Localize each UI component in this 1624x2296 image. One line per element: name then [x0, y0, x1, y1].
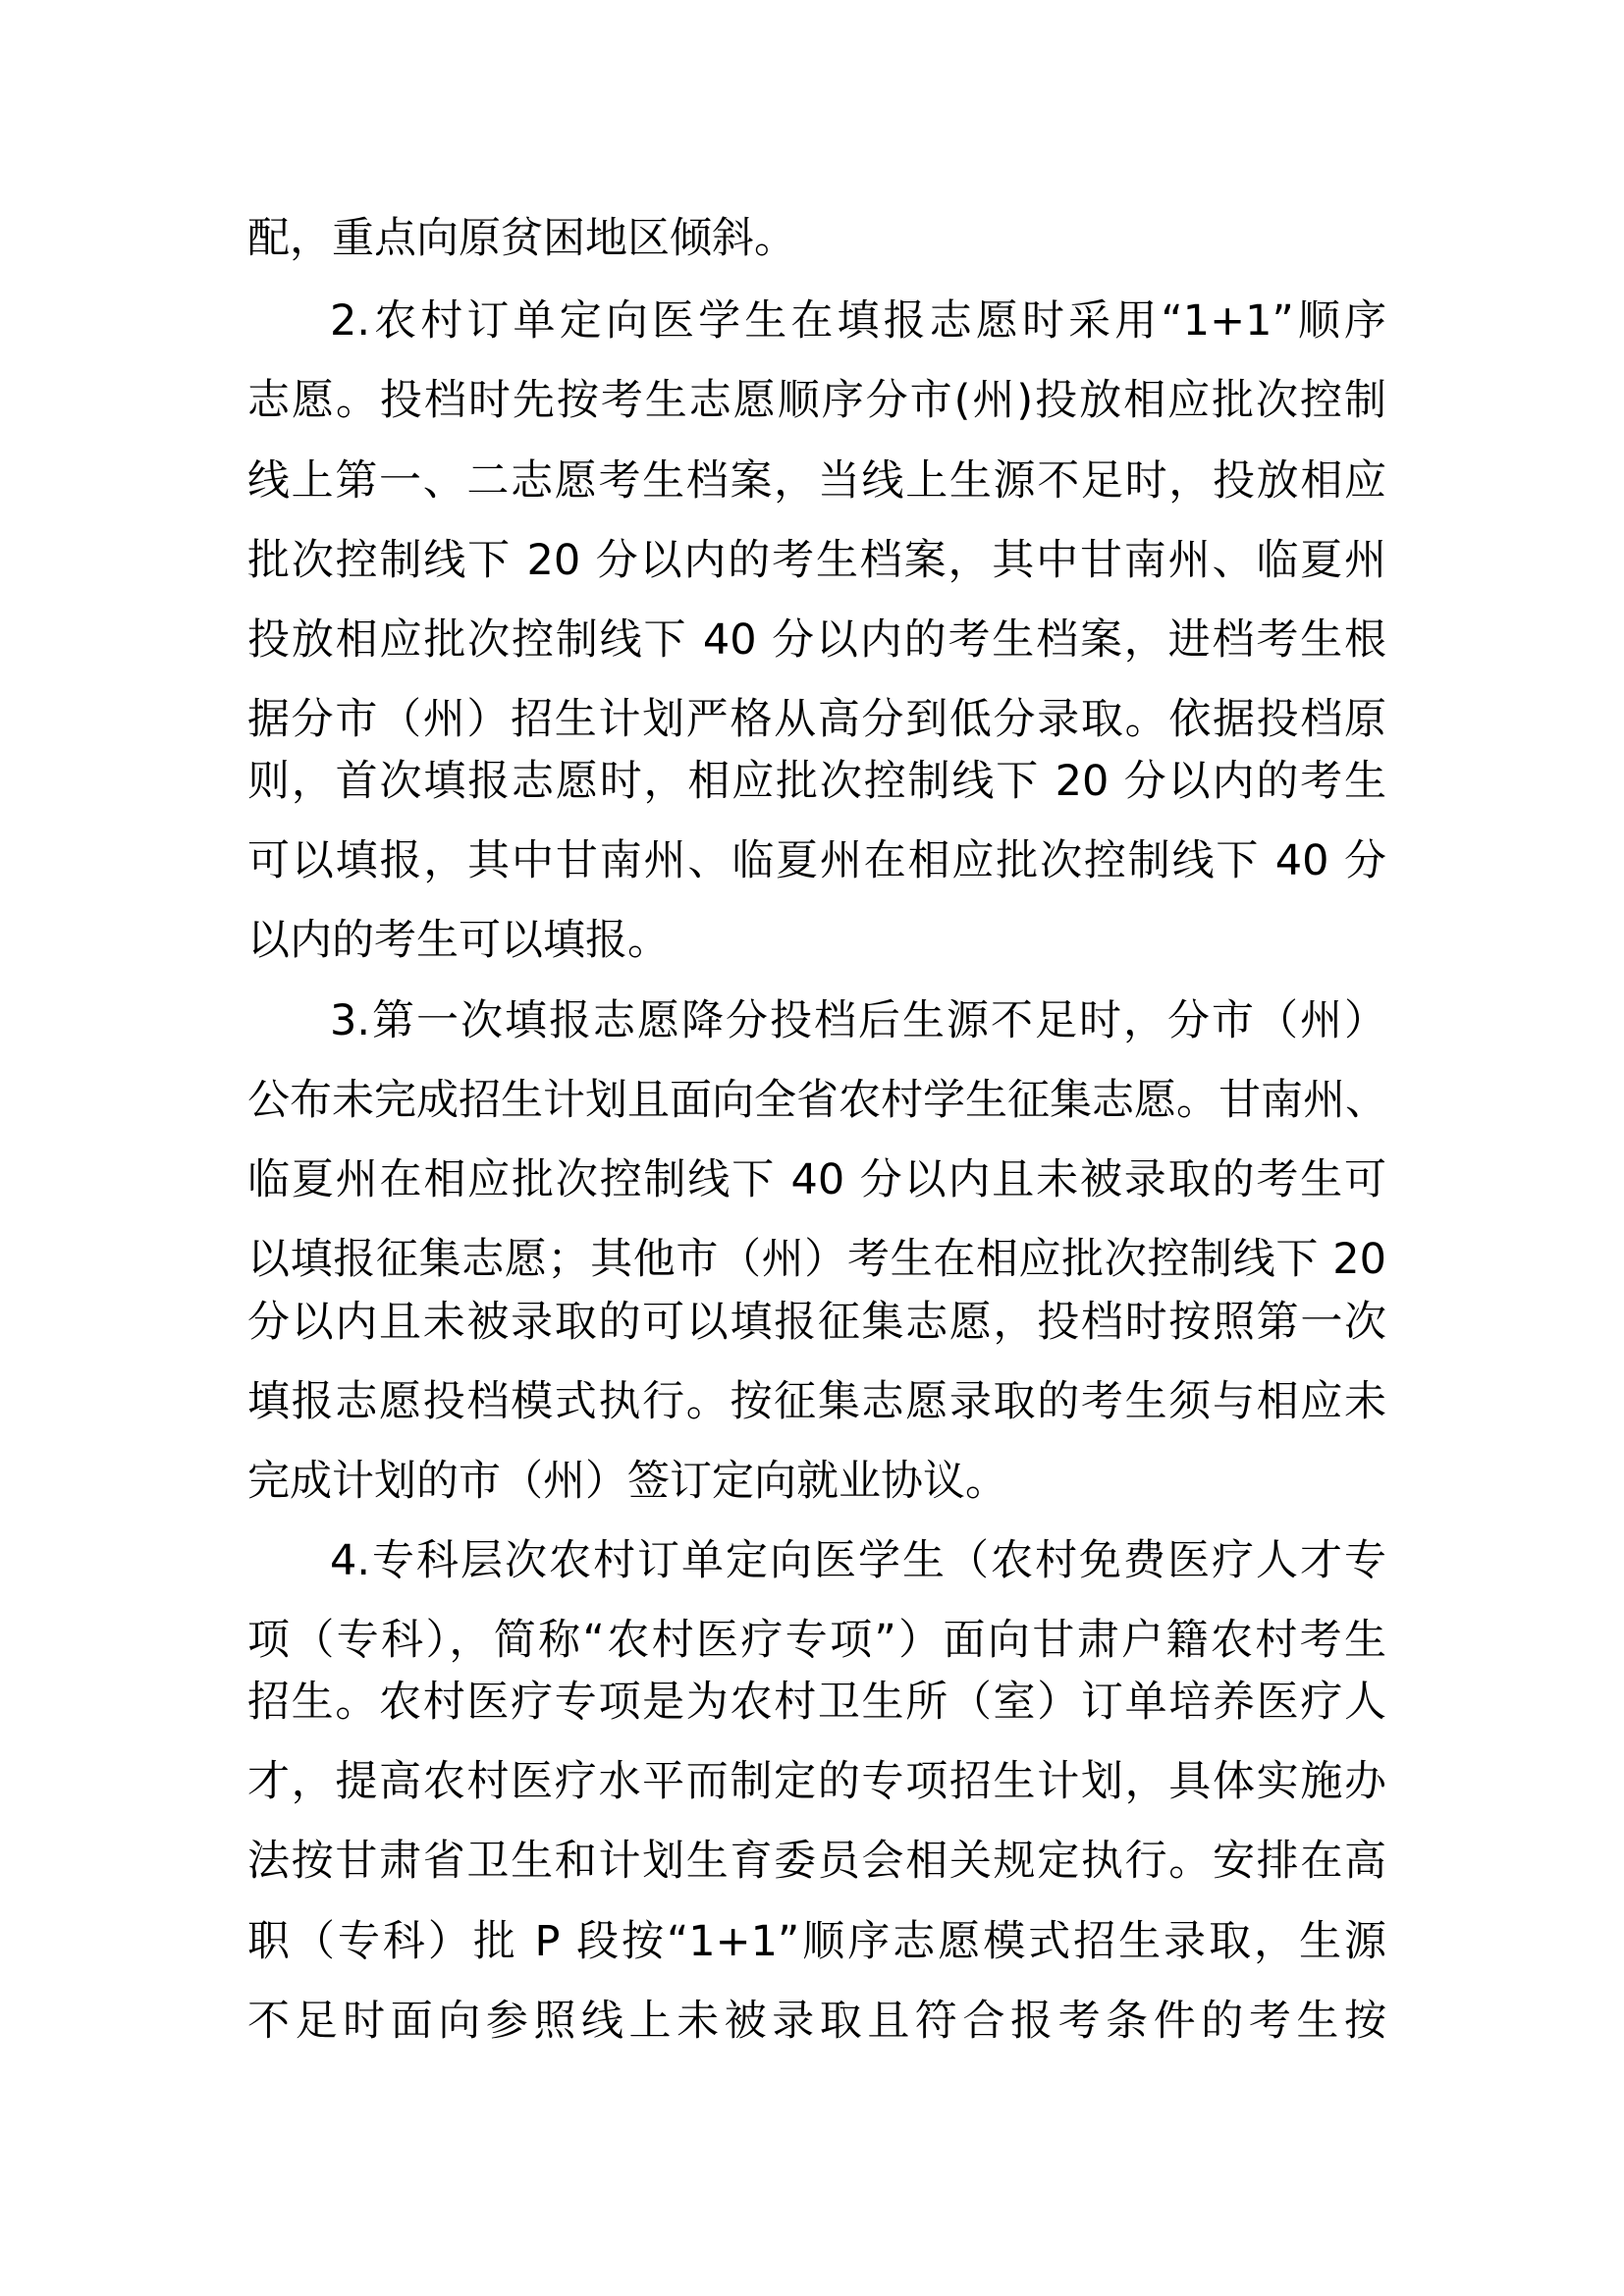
text-line: 项（专科），简称“农村医疗专项”）面向甘肃户籍农村考生 [247, 1616, 1386, 1665]
paragraph-2-start: 2.农村订单定向医学生在填报志愿时采用“1+1”顺序 [330, 296, 1386, 346]
text-line: 投放相应批次控制线下 40 分以内的考生档案，进档考生根 [247, 615, 1386, 665]
text-line: 公布未完成招生计划且面向全省农村学生征集志愿。甘南州、 [247, 1076, 1387, 1125]
text-line: 不足时面向参照线上未被录取且符合报考条件的考生按 [247, 1997, 1386, 2046]
text-line: 配，重点向原贫困地区倾斜。 [247, 214, 796, 263]
text-line: 才，提高农村医疗水平而制定的专项招生计划，具体实施办 [247, 1757, 1386, 1806]
text-line: 可以填报，其中甘南州、临夏州在相应批次控制线下 40 分 [247, 836, 1386, 885]
text-line: 填报志愿投档模式执行。按征集志愿录取的考生须与相应未 [247, 1377, 1386, 1426]
text-line: 批次控制线下 20 分以内的考生档案，其中甘南州、临夏州 [247, 536, 1386, 585]
text-line: 分以内且未被录取的可以填报征集志愿，投档时按照第一次 [247, 1298, 1386, 1347]
text-line: 以内的考生可以填报。 [247, 916, 670, 965]
text-line: 线上第一、二志愿考生档案，当线上生源不足时，投放相应 [247, 456, 1386, 506]
paragraph-3-start: 3.第一次填报志愿降分投档后生源不足时，分市（州） [330, 996, 1386, 1045]
text-line: 招生。农村医疗专项是为农村卫生所（室）订单培养医疗人 [247, 1678, 1386, 1727]
text-line: 则，首次填报志愿时，相应批次控制线下 20 分以内的考生 [247, 757, 1386, 806]
text-line: 据分市（州）招生计划严格从高分到低分录取。依据投档原 [247, 695, 1386, 744]
text-line: 职（专科）批 P 段按“1+1”顺序志愿模式招生录取，生源 [247, 1917, 1386, 1966]
text-line: 临夏州在相应批次控制线下 40 分以内且未被录取的考生可 [247, 1155, 1386, 1204]
text-line: 志愿。投档时先按考生志愿顺序分市(州)投放相应批次控制 [247, 376, 1386, 425]
text-line: 完成计划的市（州）签订定向就业协议。 [247, 1457, 1007, 1506]
paragraph-4-start: 4.专科层次农村订单定向医学生（农村免费医疗人才专 [330, 1536, 1386, 1585]
text-line: 以填报征集志愿；其他市（州）考生在相应批次控制线下 20 [247, 1235, 1386, 1284]
text-line: 法按甘肃省卫生和计划生育委员会相关规定执行。安排在高 [247, 1837, 1386, 1886]
